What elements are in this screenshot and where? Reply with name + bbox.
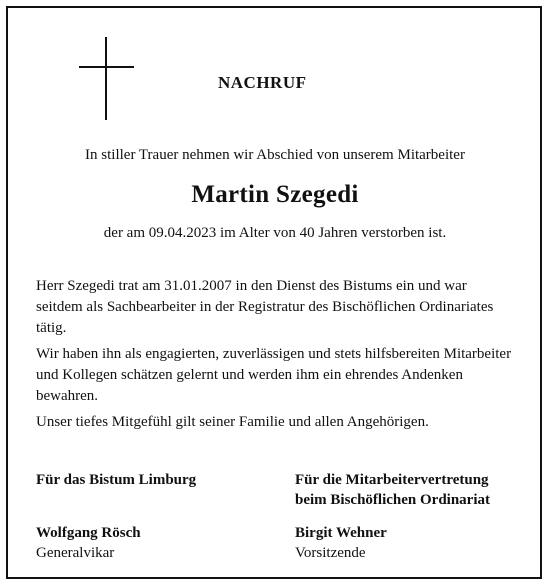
signature-right-org-line2: beim Bischöflichen Ordinariat [295,492,490,508]
body-paragraph-condolence: Unser tiefes Mitgefühl gilt seiner Familie und allen Angehörigen. [36,414,429,430]
notice-headline: NACHRUF [218,73,307,92]
signature-right [295,470,490,563]
cross-icon [79,37,134,120]
signature-left-person: Wolfgang Rösch [36,525,141,541]
cross-vertical-bar [105,37,107,120]
intro-line: In stiller Trauer nehmen wir Abschied von unserem Mitarbeiter [85,147,465,163]
signature-left [36,470,196,563]
cross-horizontal-bar [79,66,134,68]
signature-right-org-line1: Für die Mitarbeitervertretung [295,472,489,488]
signature-right-role: Vorsitzende [295,545,366,561]
signature-left-role: Generalvikar [36,545,115,561]
body-paragraph-service: Herr Szegedi trat am 31.01.2007 in den Dienst des Bistums ein und war seitdem als Sachbearbeiter in der Registratur des Bischöflichen Ordinariates tätig. [36,278,494,336]
notice-body [36,276,516,438]
signature-left-org: Für das Bistum Limburg [36,472,197,488]
body-paragraph-tribute: Wir haben ihn als engagierten, zuverlässigen und stets hilfsbereiten Mitarbeiter und Kollegen schätzen gelernt und werden ihm ein ehrendes Andenken bewahren. [36,346,512,404]
signature-right-person: Birgit Wehner [295,525,387,541]
death-date-line: der am 09.04.2023 im Alter von 40 Jahren verstorben ist. [103,225,447,241]
deceased-name: Martin Szegedi [191,181,359,208]
